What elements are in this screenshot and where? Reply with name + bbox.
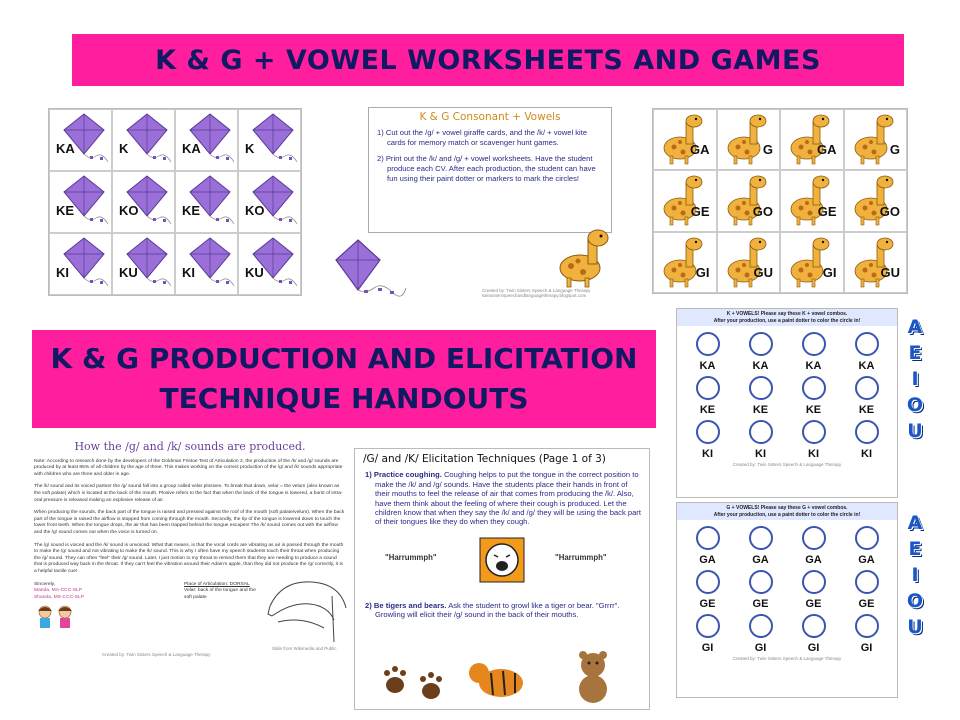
giraffe-card-label: G (762, 142, 773, 158)
worksheet-item (840, 376, 893, 416)
instructions-card (368, 107, 612, 233)
poa-title: Place of Articulation: DORSAL (184, 581, 250, 587)
worksheet-item (840, 332, 893, 372)
giraffe-icon (781, 171, 844, 231)
giraffe-card-label: GA (690, 142, 710, 158)
mouth-diagram-credit: Slide from Wikimedia and Public (272, 645, 337, 651)
worksheet-item (840, 570, 893, 610)
instructions-title: K & G Consonant + Vowels (419, 111, 561, 123)
giraffe-card-label: GI (695, 264, 710, 280)
giraffe-card (717, 170, 781, 231)
instructions-step-1: 1) Cut out the /g/ + vowel giraffe cards, and the /k/ + vowel kite cards for memory match or scavenger hunt games. (377, 128, 588, 147)
signoff-name-2: Shanda, MS-CCC-SLP (34, 594, 85, 600)
worksheet-item (787, 376, 840, 416)
coughing-face-icon (479, 537, 525, 583)
giraffe-card-label: GE (690, 203, 710, 219)
instructions-credit-url: twinsistersspeechandlanguagetherapy.blogspot.com (482, 293, 587, 298)
dot-circle[interactable] (696, 570, 720, 594)
kite-card (49, 233, 112, 295)
worksheet-item (681, 376, 734, 416)
worksheet-item-label: GA (858, 554, 875, 566)
giraffe-icon (654, 171, 717, 231)
item-1-text: Coughing helps to put the tongue in the correct position to make the /k/ and /g/ sounds. Have the students place their hands in front of their mouths to feel the release of air that comes from producing the /k/. Also, have them think about the feeling of where their cough is produced. Let the children know that when they say the /k/ and /g/ they will be using the back part of their tongues like they do when they cough. (375, 470, 641, 527)
giraffe-icon (845, 110, 908, 170)
vowel-letter: E (908, 538, 922, 560)
dot-circle[interactable] (855, 570, 879, 594)
giraffe-icon (654, 110, 717, 170)
dot-circle[interactable] (749, 570, 773, 594)
giraffe-icon (718, 110, 781, 170)
worksheet-item-label: KE (858, 404, 875, 416)
instructions-credit-line: Created by: Twin Sisters Speech & Language Therapy (482, 288, 591, 293)
dot-circle[interactable] (802, 526, 826, 550)
worksheet-item-label: GA (699, 554, 716, 566)
worksheet-item-label: KE (805, 404, 822, 416)
worksheet-item-label: KA (858, 360, 875, 372)
kite-card (238, 109, 301, 171)
giraffe-icon (781, 233, 844, 293)
giraffe-card-grid (652, 108, 908, 294)
kite-card-label: KO (119, 203, 139, 218)
worksheet-item-label: GA (805, 554, 822, 566)
worksheet-item (787, 332, 840, 372)
worksheet-item-label: KA (752, 360, 769, 372)
dot-circle[interactable] (696, 420, 720, 444)
giraffe-icon (845, 233, 908, 293)
worksheet-item (787, 526, 840, 566)
dot-circle[interactable] (749, 526, 773, 550)
worksheet-item (681, 570, 734, 610)
vowel-letter: I (911, 564, 919, 586)
kite-card-label: KI (56, 265, 69, 280)
kite-card-label: KE (56, 203, 75, 218)
dot-circle[interactable] (696, 526, 720, 550)
k-vowels-worksheet (676, 308, 898, 498)
kite-illustration (334, 238, 408, 300)
vowel-letter: A (907, 512, 923, 534)
worksheet-item (734, 420, 787, 460)
kite-card-label: KE (182, 203, 201, 218)
worksheet-item-label: GE (752, 598, 769, 610)
dot-circle[interactable] (802, 332, 826, 356)
worksheet-item-label: KI (808, 448, 819, 460)
dot-circle[interactable] (749, 376, 773, 400)
giraffe-card-label: G (889, 142, 900, 158)
mouth-diagram (262, 576, 352, 646)
top-banner (72, 34, 904, 86)
worksheet-item-label: GE (805, 598, 822, 610)
elicitation-item-1 (363, 470, 641, 526)
vowel-letter: U (907, 616, 923, 638)
dot-circle[interactable] (696, 332, 720, 356)
item-1-heading: Practice coughing. (373, 470, 442, 480)
g-worksheet-heading-line-2: After your production, use a paint dotter to color the circle in! (713, 511, 861, 518)
kite-card (49, 171, 112, 233)
giraffe-card-label: GE (817, 203, 837, 219)
g-worksheet-heading-line-1: G + VOWELS! Please say these G + vowel combos. (726, 505, 848, 511)
harrumph-right: "Harrummph" (555, 552, 607, 562)
vowel-letter: O (906, 590, 924, 612)
worksheet-item (787, 420, 840, 460)
worksheet-item-label: KA (805, 360, 822, 372)
worksheet-item (681, 526, 734, 566)
signoff: Sincerely, (34, 581, 56, 587)
kite-card-label: KA (182, 141, 201, 156)
giraffe-card (653, 109, 717, 170)
twins-logo (34, 605, 78, 629)
giraffe-illustration (556, 226, 612, 288)
worksheet-item-label: KE (752, 404, 769, 416)
giraffe-card (844, 170, 908, 231)
giraffe-card (780, 109, 844, 170)
dot-circle[interactable] (749, 614, 773, 638)
worksheet-item-label: GI (860, 642, 873, 654)
dot-circle[interactable] (749, 332, 773, 356)
kite-card-label: KI (182, 265, 195, 280)
signoff-block (34, 582, 134, 633)
dot-circle[interactable] (802, 614, 826, 638)
production-handout-paragraph: When producing the sounds, the back part of the tongue is raised and pressed against the roof of the mouth (soft palate/velum). When the back part of the tongue is raised the airflow is stopped from coming through the mouth. Secondly, the tip of the tongue is lowered down to touch the lower front teeth. When the tongue drops, the air that has been trapped behind the tongue escapes! The /k/ sound comes out with the airflow and the /g/ sound comes out when the voice is turned on. (34, 510, 345, 535)
kite-card (238, 233, 301, 295)
worksheet-item-label: GE (699, 598, 716, 610)
worksheet-item (681, 614, 734, 654)
kite-card (175, 233, 238, 295)
kite-card-label: KA (56, 141, 75, 156)
harrumph-left: "Harrummph" (385, 552, 437, 562)
giraffe-card (717, 109, 781, 170)
giraffe-icon (845, 171, 908, 231)
kite-card (175, 171, 238, 233)
dot-circle[interactable] (855, 332, 879, 356)
production-handout (30, 440, 350, 710)
k-worksheet-grid (677, 326, 897, 460)
g-vowels-worksheet (676, 502, 898, 698)
vowel-letter: E (908, 342, 922, 364)
place-of-articulation (184, 582, 264, 602)
k-worksheet-heading-line-1: K + VOWELS! Please say these K + vowel combos. (726, 311, 848, 317)
dot-circle[interactable] (855, 420, 879, 444)
middle-banner (32, 330, 656, 428)
dot-circle[interactable] (749, 420, 773, 444)
worksheet-item (734, 614, 787, 654)
kite-card-label: KU (119, 265, 138, 280)
worksheet-item (787, 570, 840, 610)
top-banner-title: K & G + VOWEL WORKSHEETS AND GAMES (155, 44, 821, 76)
production-handout-paragraph: The /g/ sound is voiced and the /k/ sound is unvoiced. What that means, is that the vocal cords are vibrating as air is passed through the mouth to make the /g/ sound and not vibrating to make the /k/ sound. This is why I often have my speech students touch their throat when producing the /g/ sound. They can often "feel" their /g/ sound. Later, I just motion to my throat to remind them that they are needing to produce a sound that is produced way back in the throat. If they can't feel the vibration around their Adam's apple, than they did not produce the /g/ correctly, it is a helpful tactile cue! (34, 542, 344, 574)
dot-circle[interactable] (696, 614, 720, 638)
kite-card-label: K (119, 141, 129, 156)
worksheet-item (734, 376, 787, 416)
instructions-step-2: 2) Print out the /k/ and /g/ + vowel worksheets. Have the student produce each CV. After each production, the student can have fun using their paint dotter or markers to mark the circles! (377, 154, 596, 183)
kite-card-label: KO (245, 203, 265, 218)
elicitation-item-2 (363, 601, 641, 620)
tiger-icon (469, 663, 523, 697)
g-worksheet-credit: Created by: Twin Sisters Speech & Language Therapy (732, 656, 842, 661)
dot-circle[interactable] (802, 376, 826, 400)
worksheet-item-label: GI (754, 642, 767, 654)
harrumph-row (363, 537, 641, 591)
kite-card (238, 171, 301, 233)
kite-card (175, 109, 238, 171)
giraffe-card-label: GO (752, 203, 773, 219)
kite-card-label: KU (245, 265, 264, 280)
giraffe-icon (718, 233, 781, 293)
worksheet-item-label: GE (858, 598, 875, 610)
dot-circle[interactable] (855, 376, 879, 400)
elicitation-handout (354, 448, 650, 710)
giraffe-card (780, 232, 844, 293)
production-handout-paragraph: Note: According to research done by the developers of the Goldman Fristoe Test of Articulation 2, the production of the /k/ and /g/ sounds are produced by at least 85% of all children by the age of three. This makes working on the correct production of the /g/ and /k/ sounds appropriate with children who are three and older in age. (34, 458, 343, 477)
vowel-letters-strip (904, 510, 926, 640)
k-worksheet-credit: Created by: Twin Sisters Speech & Language Therapy (732, 462, 842, 467)
worksheet-item-label: KI (702, 448, 713, 460)
giraffe-icon (654, 233, 717, 293)
worksheet-item-label: KI (861, 448, 872, 460)
dot-circle[interactable] (802, 570, 826, 594)
worksheet-item-label: KI (755, 448, 766, 460)
poa-text: Velar: back of the tongue and the soft palate (184, 588, 256, 600)
kite-card-label: K (245, 141, 255, 156)
instructions-credit (482, 288, 602, 298)
worksheet-item (681, 332, 734, 372)
dot-circle[interactable] (855, 526, 879, 550)
worksheet-item (840, 526, 893, 566)
worksheet-item (734, 570, 787, 610)
animals-illustration (379, 647, 629, 705)
item-2-heading: Be tigers and bears. (373, 600, 447, 610)
production-handout-credit: Created by: Twin Sisters Speech & Language Therapy (102, 651, 211, 657)
vowel-letter: U (907, 420, 923, 442)
worksheet-item-label: KA (699, 360, 716, 372)
giraffe-card (844, 109, 908, 170)
giraffe-card-label: GU (753, 264, 773, 280)
giraffe-card-label: GU (880, 264, 900, 280)
production-handout-footer (34, 582, 346, 662)
vowel-letter: O (906, 394, 924, 416)
giraffe-card (653, 170, 717, 231)
worksheet-item (734, 526, 787, 566)
item-2-number: 2) (365, 600, 372, 610)
k-worksheet-heading (677, 309, 897, 326)
worksheet-item (734, 332, 787, 372)
giraffe-card (717, 232, 781, 293)
giraffe-card-label: GI (822, 264, 837, 280)
k-worksheet-heading-line-2: After your production, use a paint dotter to color the circle in! (713, 317, 861, 324)
kite-card-grid (48, 108, 302, 296)
giraffe-card (780, 170, 844, 231)
worksheet-item-label: GI (807, 642, 820, 654)
item-1-number: 1) (365, 470, 372, 480)
kite-card (112, 233, 175, 295)
worksheet-item (840, 420, 893, 460)
kite-card (112, 171, 175, 233)
worksheet-item (840, 614, 893, 654)
dot-circle[interactable] (696, 376, 720, 400)
vowel-letter: A (907, 316, 923, 338)
giraffe-icon (718, 171, 781, 231)
giraffe-card (844, 232, 908, 293)
worksheet-item (681, 420, 734, 460)
giraffe-card-label: GO (879, 203, 900, 219)
vowel-letters-strip (904, 314, 926, 444)
dot-circle[interactable] (855, 614, 879, 638)
dot-circle[interactable] (802, 420, 826, 444)
worksheet-item-label: KE (699, 404, 716, 416)
kite-card (49, 109, 112, 171)
vowel-letter: I (911, 368, 919, 390)
worksheet-item-label: GA (752, 554, 769, 566)
giraffe-card (653, 232, 717, 293)
giraffe-card-label: GA (817, 142, 837, 158)
giraffe-icon (781, 110, 844, 170)
kite-card (112, 109, 175, 171)
g-worksheet-grid (677, 520, 897, 654)
middle-banner-title: K & G PRODUCTION AND ELICITATION TECHNIQUE HANDOUTS (50, 342, 638, 415)
worksheet-item (787, 614, 840, 654)
production-handout-paragraph: The /k/ sound and its voiced partner the /g/ sound fall into a group called velar plosives. To break that down, velar = the velum (also known as the soft palate) which is located at the back of the mouth. Plosive refers to the fact that when the back of the tongue is lowered, a burst of intra-oral pressure is released making an explosive release of air. (34, 484, 343, 503)
g-worksheet-heading (677, 503, 897, 520)
worksheet-item-label: GI (701, 642, 714, 654)
item-2-text: Ask the student to growl like a tiger or bear. "Grrrr". Growling will elicit their /g/ sound in the back of their mouths. (375, 600, 620, 620)
elicitation-handout-title: /G/ and /K/ Elicitation Techniques (Page 1 of 3) (363, 453, 606, 465)
paw-prints-icon (384, 666, 442, 699)
signoff-name-1: Manda, MA-CCC-SLP (34, 588, 83, 594)
production-handout-title: How the /g/ and /k/ sounds are produced. (74, 440, 306, 453)
bear-icon (579, 651, 607, 703)
